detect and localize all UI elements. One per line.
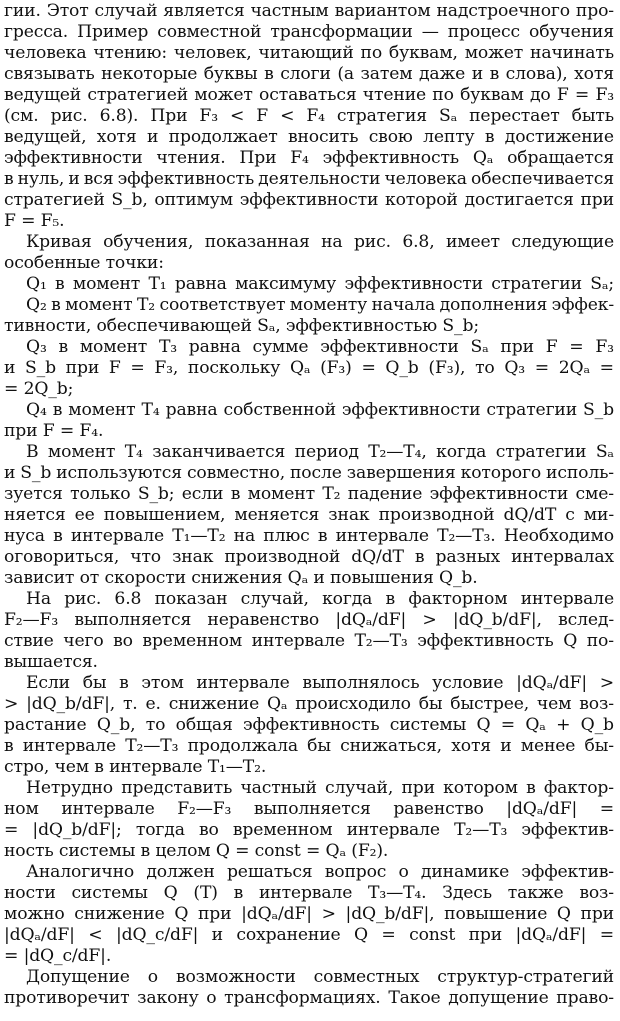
text-line: F₂—F₃ выполняется неравенство |dQₐ/dF| > |dQ_b/dF|, вслед-	[4, 610, 614, 630]
text-line: ствие чего во временном интервале T₂—T₃ эффективность Q по-	[4, 631, 614, 651]
text-line: > |dQ_b/dF|, т. е. снижение Qₐ происходило бы быстрее, чем воз-	[4, 694, 614, 714]
text-line: ном интервале F₂—F₃ выполняется равенство |dQₐ/dF| =	[4, 799, 614, 819]
text-line: Кривая обучения, показанная на рис. 6.8, имеет следующие	[26, 232, 614, 252]
text-line: человека чтению: человек, читающий по буквам, может начинать	[4, 43, 614, 63]
text-line: зуется только S_b; если в момент T₂ падение эффективности сме-	[4, 484, 614, 504]
text-line: вышается.	[4, 652, 98, 672]
book-page	[4, 0, 616, 1021]
text-line: Аналогично должен решаться вопрос о динамике эффектив-	[26, 862, 614, 882]
text-line: Q₃ в момент T₃ равна сумме эффективности Sₐ при F = F₃	[26, 337, 614, 357]
text-line: ность системы в целом Q = const = Qₐ (F₂).	[4, 841, 389, 861]
text-line: тивности, обеспечивающей Sₐ, эффективностью S_b;	[4, 316, 479, 336]
text-line: зависит от скорости снижения Qₐ и повышения Q_b.	[4, 568, 478, 588]
text-line: = 2Q_b;	[4, 379, 74, 399]
text-line: Если бы в этом интервале выполнялось условие |dQₐ/dF| >	[26, 673, 614, 693]
text-line: стро, чем в интервале T₁—T₂.	[4, 757, 267, 777]
text-line: эффективности чтения. При F₄ эффективность Qₐ обращается	[4, 148, 614, 168]
text-line: и S_b при F = F₃, поскольку Qₐ (F₃) = Q_b (F₃), то Q₃ = 2Qₐ =	[4, 358, 614, 378]
text-line: гресса. Пример совместной трансформации — процесс обучения	[4, 22, 614, 42]
text-line: Q₁ в момент T₁ равна максимуму эффективности стратегии Sₐ;	[26, 274, 614, 294]
text-line: ведущей, хотя и продолжает вносить свою лепту в достижение	[4, 127, 614, 147]
text-line: можно снижение Q при |dQₐ/dF| > |dQ_b/dF|, повышение Q при	[4, 904, 614, 924]
text-line: = |dQ_c/dF|.	[4, 946, 112, 966]
text-line: и S_b используются совместно, после завершения которого исполь-	[4, 463, 614, 483]
text-line: в интервале T₂—T₃ продолжала бы снижаться, хотя и менее бы-	[4, 736, 614, 756]
text-line: особенные точки:	[4, 253, 164, 273]
text-line: = |dQ_b/dF|; тогда во временном интервале T₂—T₃ эффектив-	[4, 820, 614, 840]
text-line: противоречит закону о трансформациях. Такое допущение право-	[4, 988, 614, 1008]
text-line: при F = F₄.	[4, 421, 104, 441]
text-line: гии. Этот случай является частным вариантом надстроечного про-	[4, 1, 614, 21]
text-line: Q₄ в момент T₄ равна собственной эффективности стратегии S_b	[26, 400, 614, 420]
text-line: В момент T₄ заканчивается период T₂—T₄, когда стратегии Sₐ	[26, 442, 614, 462]
text-line: Нетрудно представить частный случай, при котором в фактор-	[26, 778, 614, 798]
text-line: Q₂ в момент T₂ соответствует моменту начала дополнения эффек-	[26, 295, 614, 315]
text-line: ности системы Q (T) в интервале T₃—T₄. Здесь также воз-	[4, 883, 614, 903]
text-line: (см. рис. 6.8). При F₃ < F < F₄ стратегия Sₐ перестает быть	[4, 106, 614, 126]
text-line: няется ее повышением, меняется знак производной dQ/dT с ми-	[4, 505, 614, 525]
text-line: F = F₅.	[4, 211, 65, 231]
text-line: ведущей стратегией может оставаться чтение по буквам до F = F₃	[4, 85, 614, 105]
text-line: |dQₐ/dF| < |dQ_c/dF| и сохранение Q = const при |dQₐ/dF| =	[4, 925, 614, 945]
text-line: связывать некоторые буквы в слоги (а затем даже и в слова), хотя	[4, 64, 614, 84]
text-line: в нуль, и вся эффективность деятельности человека обеспечивается	[4, 169, 614, 189]
text-line: Допущение о возможности совместных структур-стратегий	[26, 967, 614, 987]
text-line: На рис. 6.8 показан случай, когда в факторном интервале	[26, 589, 614, 609]
text-line: нуса в интервале T₁—T₂ на плюс в интервале T₂—T₃. Необходимо	[4, 526, 614, 546]
text-line: стратегией S_b, оптимум эффективности которой достигается при	[4, 190, 614, 210]
text-line: растание Q_b, то общая эффективность системы Q = Qₐ + Q_b	[4, 715, 614, 735]
text-line: оговориться, что знак производной dQ/dT в разных интервалах	[4, 547, 614, 567]
